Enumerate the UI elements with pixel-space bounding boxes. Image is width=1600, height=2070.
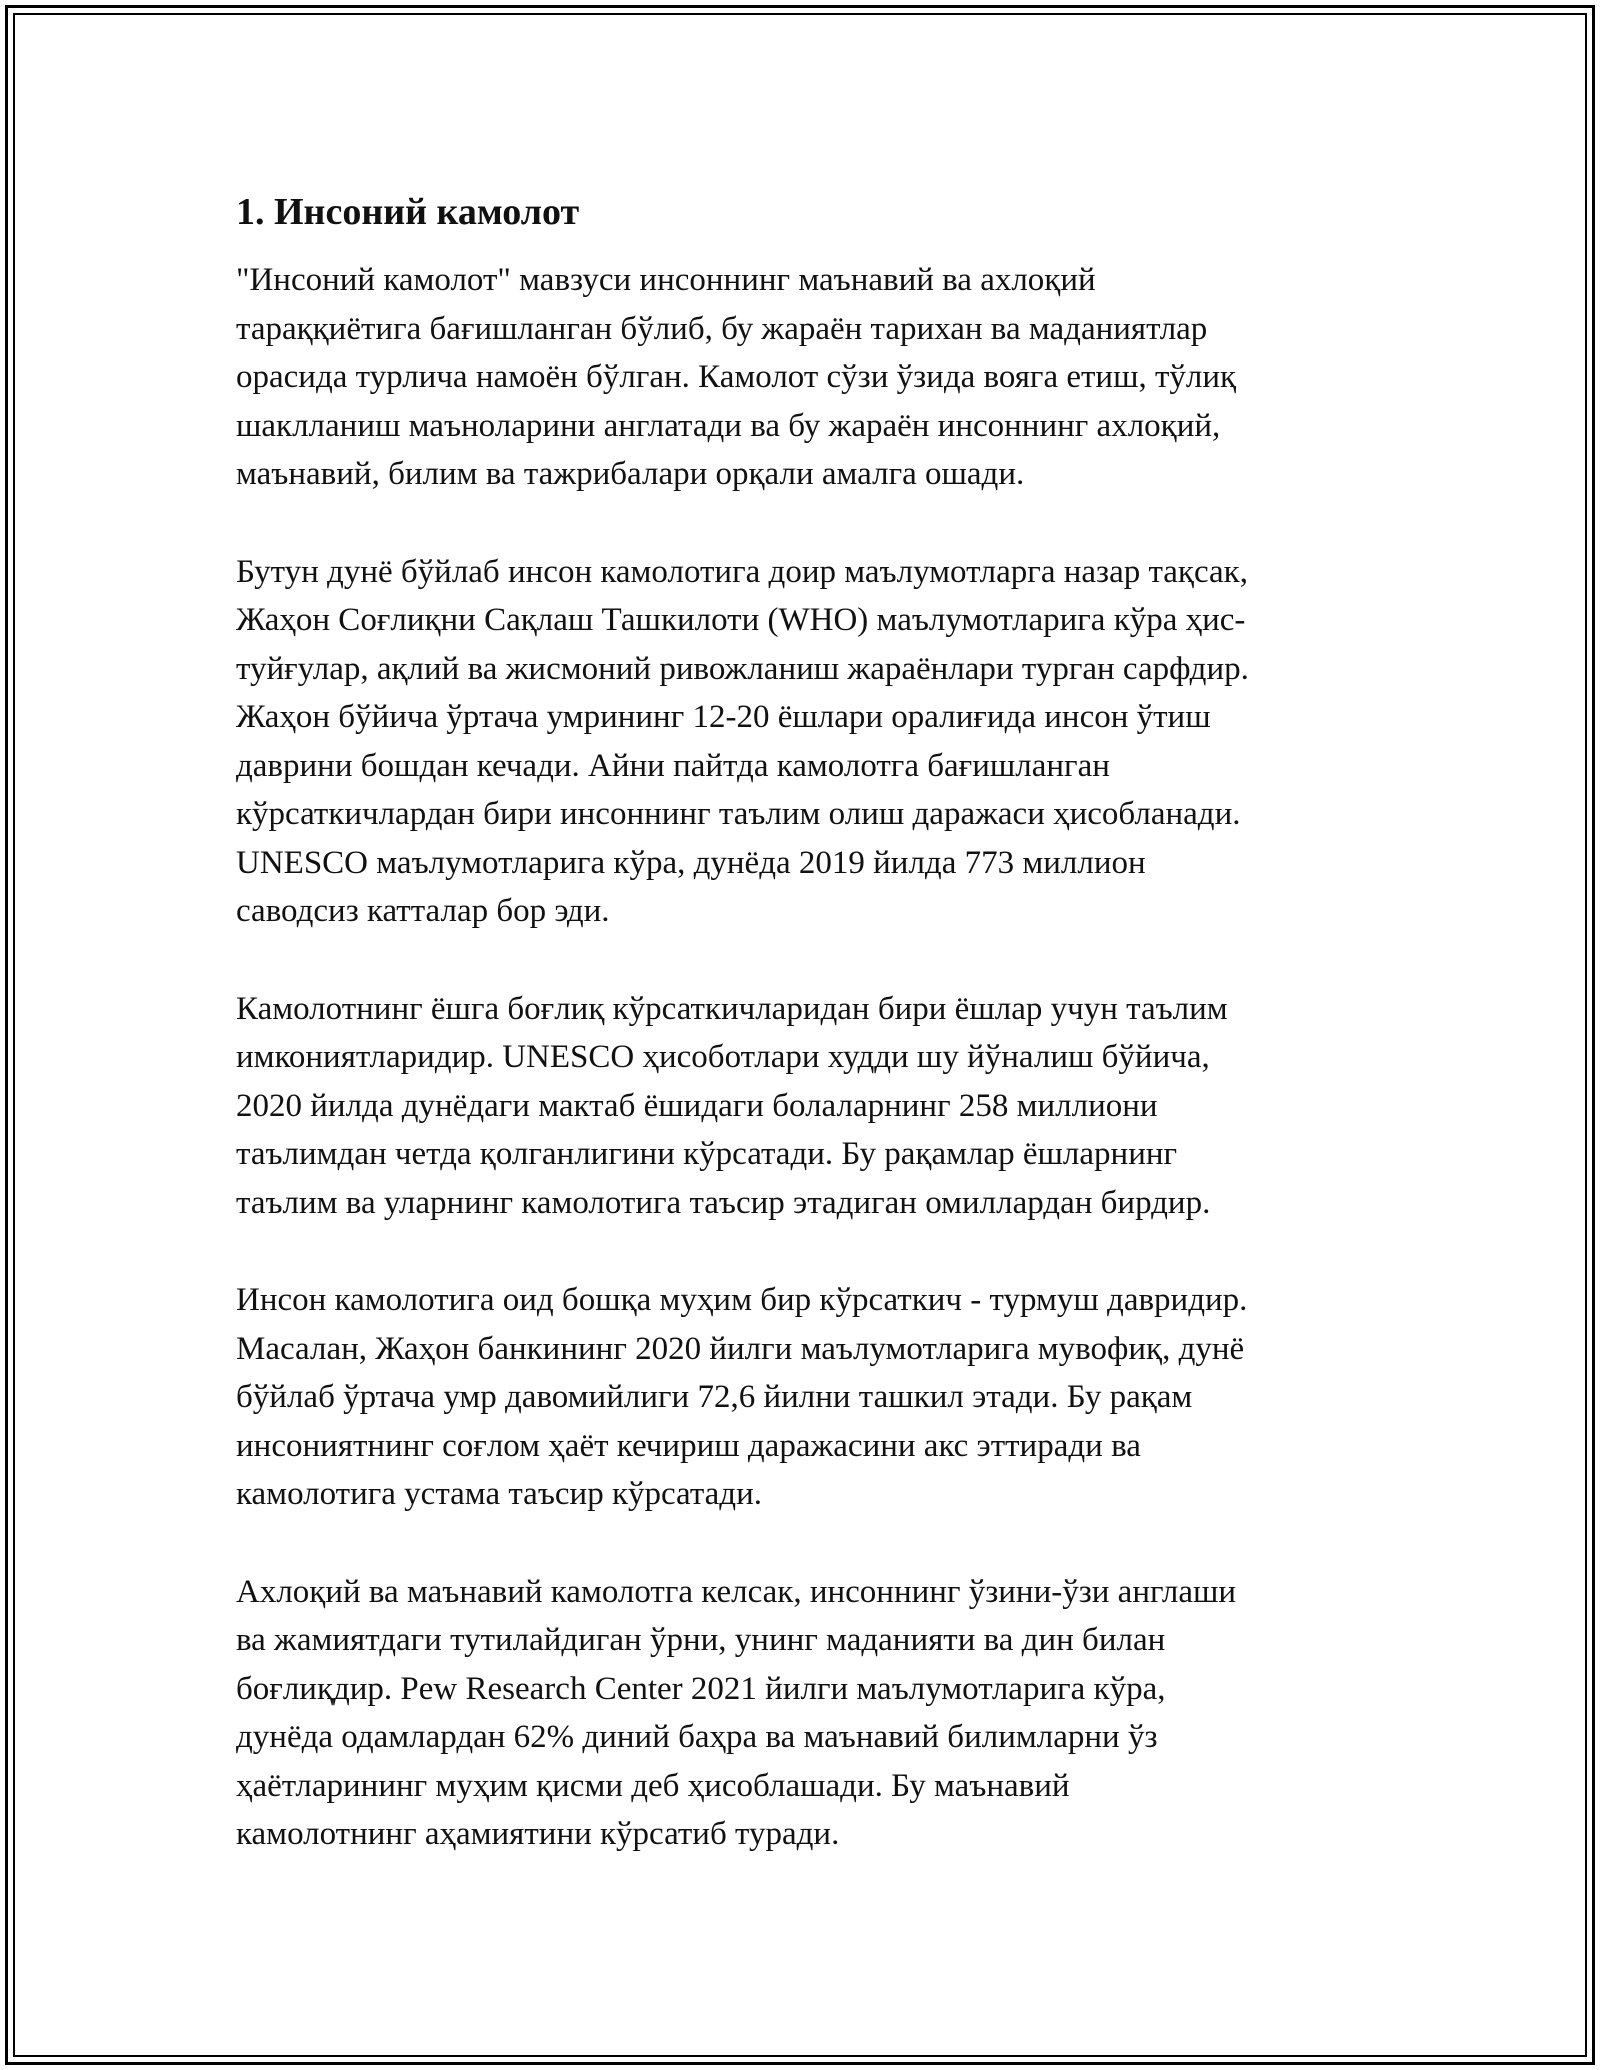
text-line: туйғулар, ақлий ва жисмоний ривожланиш жараёнлари турган сарфдир.	[236, 650, 1249, 687]
text-line: UNESCO маълумотларига кўра, дунёда 2019 йилда 773 миллион	[236, 844, 1146, 881]
text-line: "Инсоний камолот" мавзуси инсоннинг маънавий ва ахлоқий	[236, 262, 1096, 298]
text-line: Камолотнинг ёшга боғлиқ кўрсаткичларидан бири ёшлар учун таълим	[236, 990, 1228, 1027]
text-line: боғлиқдир. Pew Research Center 2021 йилги маълумотларига кўра,	[236, 1670, 1166, 1707]
text-line: Ахлоқий ва маънавий камолотга келсак, инсоннинг ўзини-ўзи англаши	[236, 1573, 1237, 1610]
text-line: таълим ва уларнинг камолотига таъсир этадиган омиллардан бирдир.	[236, 1184, 1211, 1221]
text-line: Инсон камолотига оид бошқа муҳим бир кўрсаткич - турмуш давридир.	[236, 1282, 1248, 1318]
text-line: Масалан, Жаҳон банкининг 2020 йилги маълумотларига мувофиқ, дунё	[236, 1330, 1245, 1367]
text-line: Жаҳон Соғлиқни Сақлаш Ташкилоти (WHO) маълумотларига кўра ҳис-	[236, 602, 1246, 638]
text-line: тараққиётига бағишланган бўлиб, бу жараён тарихан ва маданиятлар	[236, 310, 1208, 347]
text-line: 2020 йилда дунёдаги мактаб ёшидаги болаларнинг 258 миллиони	[236, 1087, 1158, 1124]
paragraph-2	[236, 548, 1386, 936]
text-line: инсониятнинг соғлом ҳаёт кечириш даражасини акс эттиради ва	[236, 1427, 1141, 1464]
text-line: даврини бошдан кечади. Айни пайтда камолотга бағишланган	[236, 747, 1110, 784]
text-line: Жаҳон бўйича ўртача умрининг 12-20 ёшлари оралиғида инсон ўтиш	[236, 699, 1211, 735]
text-line: камолотига устама таъсир кўрсатади.	[236, 1476, 762, 1512]
text-line: дунёда одамлардан 62% диний баҳра ва маънавий билимларни ўз	[236, 1719, 1158, 1755]
text-line: имкониятларидир. UNESCO ҳисоботлари худди шу йўналиш бўйича,	[236, 1039, 1210, 1075]
paragraph-1	[236, 256, 1386, 499]
text-line: орасида турлича намоён бўлган. Камолот сўзи ўзида вояга етиш, тўлиқ	[236, 359, 1237, 395]
text-line: Бутун дунё бўйлаб инсон камолотига доир маълумотларга назар тақсак,	[236, 553, 1248, 590]
document-body	[236, 186, 1386, 1908]
text-line: ва жамиятдаги тутилайдиган ўрни, унинг маданияти ва дин билан	[236, 1622, 1166, 1658]
paragraph-3	[236, 985, 1386, 1228]
paragraph-4	[236, 1276, 1386, 1519]
text-line: ҳаётларининг муҳим қисми деб ҳисоблашади. Бу маънавий	[236, 1767, 1070, 1804]
text-line: маънавий, билим ва тажрибалари орқали амалга ошади.	[236, 456, 1025, 492]
section-heading: 1. Инсоний камолот	[236, 191, 580, 233]
text-line: саводсиз катталар бор эди.	[236, 893, 610, 929]
text-line: шаклланиш маъноларини англатади ва бу жараён инсоннинг ахлоқий,	[236, 407, 1221, 444]
text-line: бўйлаб ўртача умр давомийлиги 72,6 йилни ташкил этади. Бу рақам	[236, 1379, 1193, 1415]
text-line: таълимдан четда қолганлигини кўрсатади. Бу рақамлар ёшларнинг	[236, 1136, 1178, 1172]
paragraph-5	[236, 1568, 1386, 1859]
text-line: камолотнинг аҳамиятини кўрсатиб туради.	[236, 1816, 840, 1852]
text-line: кўрсаткичлардан бири инсоннинг таълим олиш даражаси ҳисобланади.	[236, 796, 1241, 832]
